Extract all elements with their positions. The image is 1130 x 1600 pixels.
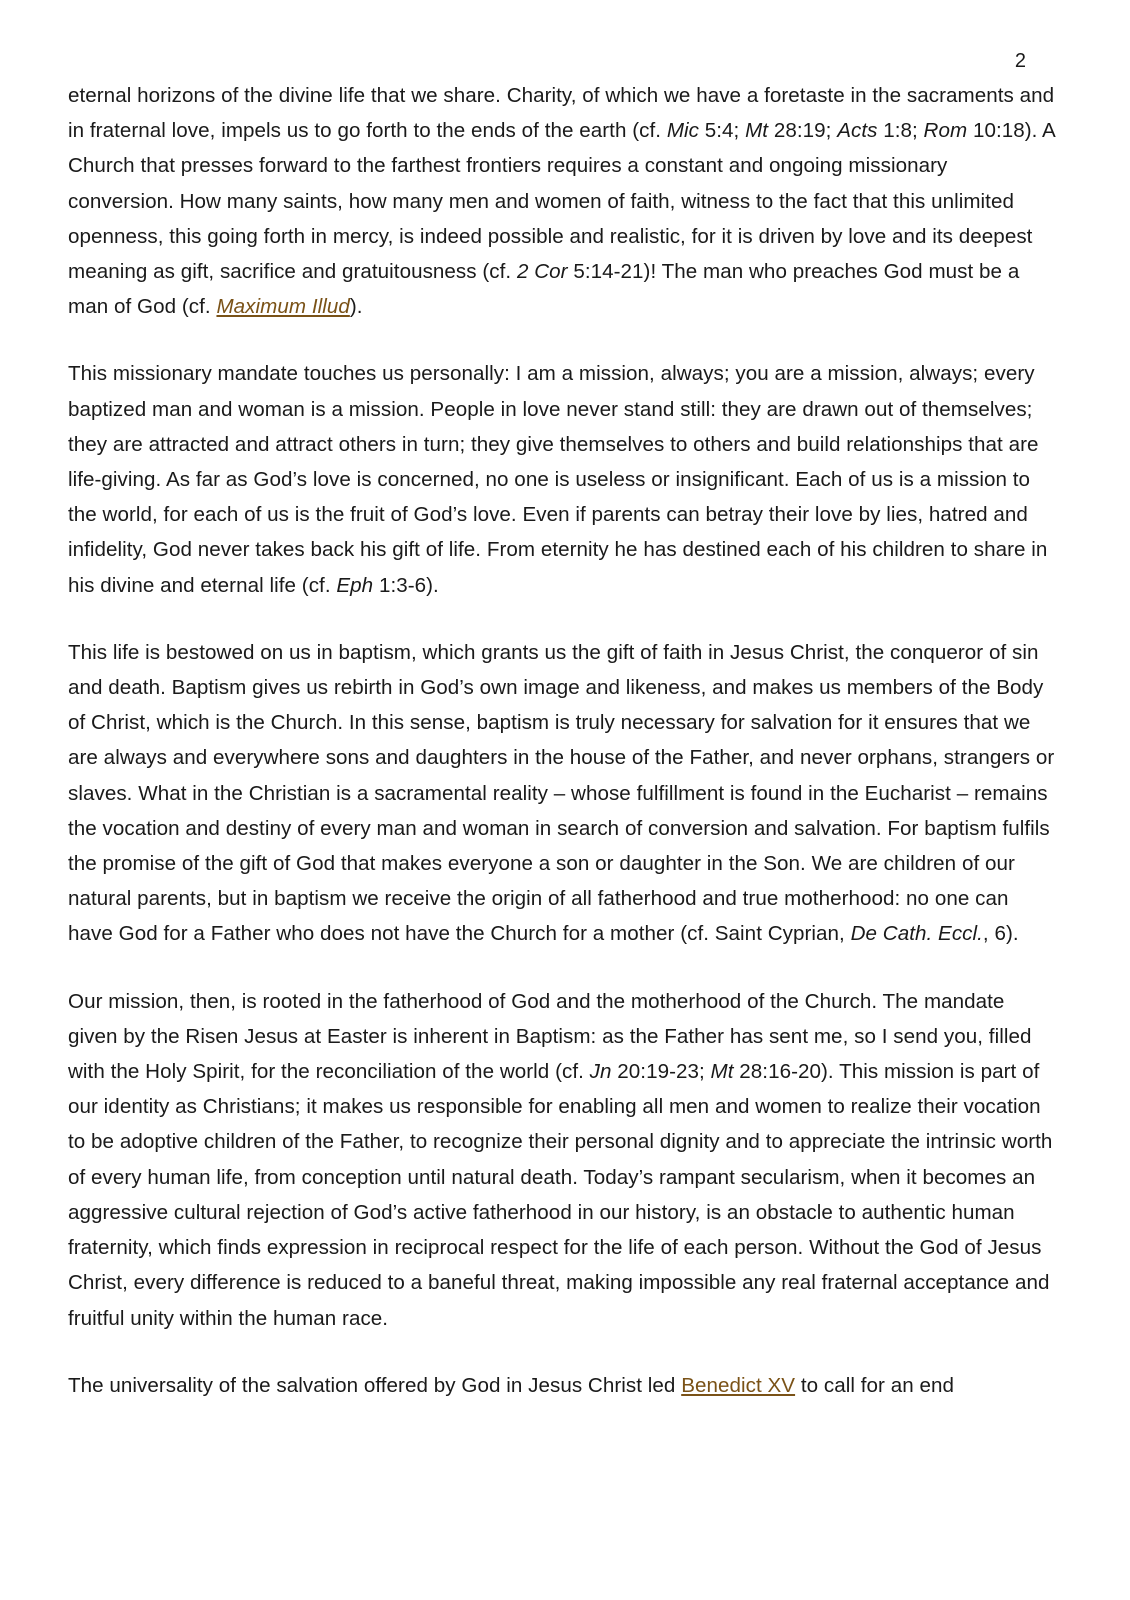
text-run: 1:3-6).: [373, 573, 439, 597]
text-run: Our mission, then, is rooted in the fatherhood of God and the motherhood of the Church. The mandate given by the Risen Jesus at Easter is inherent in Baptism: as the Father has sent me, so I send you, filled with the Holy Spirit, for the reconciliation of the world (cf.: [68, 989, 1032, 1084]
paragraph-5: [68, 1368, 1058, 1403]
text-run: The universality of the salvation offered by God in Jesus Christ led: [68, 1373, 682, 1397]
link-benedict-xv[interactable]: Benedict XV: [681, 1373, 796, 1397]
text-run: 5:14-21)! The man who preaches God must be a man of God (cf.: [68, 260, 1020, 319]
text-run: 5:4;: [699, 119, 746, 143]
text-run: This missionary mandate touches us personally: I am a mission, always; you are a mission, always; every baptized man and woman is a mission. People in love never stand still: they are drawn out of themselves; they are attracted and attract others in turn; they give themselves to others and build relationships that are life-giving. As far as God’s love is concerned, no one is useless or insignificant. Each of us is a mission to the world, for each of us is the fruit of God’s love. Even if parents can betray their love by lies, hatred and infidelity, God never takes back his gift of life. From eternity he has destined each of his children to share in his divine and eternal life (cf.: [68, 362, 1048, 597]
link-text: Maximum Illud: [216, 295, 350, 319]
scripture-ref: 2 Cor: [516, 260, 568, 284]
paragraph-1: [68, 78, 1058, 324]
text-run: 10:18). A Church that presses forward to the farthest frontiers requires a constant and ongoing missionary conversion. How many saints, how many men and women of faith, witness to the fact that this unlimited openness, this going forth in mercy, is indeed possible and realistic, for it is driven by love and its deepest meaning as gift, sacrifice and gratuitousness (cf.: [68, 119, 1055, 284]
text-run: 28:16-20). This mission is part of our identity as Christians; it makes us responsible for enabling all men and women to realize their vocation to be adoptive children of the Father, to recognize their personal dignity and to appreciate the intrinsic worth of every human life, from conception until natural death. Today’s rampant secularism, when it becomes an aggressive cultural rejection of God’s active fatherhood in our history, is an obstacle to authentic human fraternity, which finds expression in reciprocal respect for the life of each person. Without the God of Jesus Christ, every difference is reduced to a baneful threat, making impossible any real fraternal acceptance and fruitful unity within the human race.: [68, 1060, 1053, 1330]
text-run: This life is bestowed on us in baptism, which grants us the gift of faith in Jesus Christ, the conqueror of sin and death. Baptism gives us rebirth in God’s own image and likeness, and makes us members of the Body of Christ, which is the Church. In this sense, baptism is truly necessary for salvation for it ensures that we are always and everywhere sons and daughters in the house of the Father, and never orphans, strangers or slaves. What in the Christian is a sacramental reality – whose fulfillment is found in the Eucharist – remains the vocation and destiny of every man and woman in search of conversion and salvation. For baptism fulfils the promise of the gift of God that makes everyone a son or daughter in the Son. We are children of our natural parents, but in baptism we receive the origin of all fatherhood and true motherhood: no one can have God for a Father who does not have the Church for a mother (cf. Saint Cyprian,: [68, 640, 1055, 946]
text-run: to call for an end: [795, 1373, 955, 1397]
paragraph-2: [68, 356, 1058, 602]
scripture-ref: Acts: [837, 119, 878, 143]
scripture-ref: Jn: [589, 1060, 612, 1084]
page-number: 2: [1014, 50, 1026, 72]
scripture-ref: Mic: [666, 119, 699, 143]
text-run: 20:19-23;: [611, 1060, 711, 1084]
scripture-ref: Eph: [336, 573, 374, 597]
link-maximum-illud[interactable]: [216, 295, 349, 318]
text-run: eternal horizons of the divine life that we share. Charity, of which we have a foretaste in the sacraments and in fraternal love, impels us to go forth to the ends of the earth (cf.: [68, 84, 1055, 143]
scripture-ref: Rom: [923, 119, 968, 143]
text-run: , 6).: [982, 922, 1019, 946]
body-text: [68, 78, 1058, 1435]
text-run: 28:19;: [768, 119, 838, 143]
text-run: 1:8;: [877, 119, 924, 143]
scripture-ref: Mt: [745, 119, 769, 143]
paragraph-4: [68, 984, 1058, 1336]
citation-title: De Cath. Eccl.: [850, 922, 983, 946]
paragraph-3: [68, 635, 1058, 952]
text-run: ).: [349, 295, 363, 319]
scripture-ref: Mt: [710, 1060, 734, 1084]
